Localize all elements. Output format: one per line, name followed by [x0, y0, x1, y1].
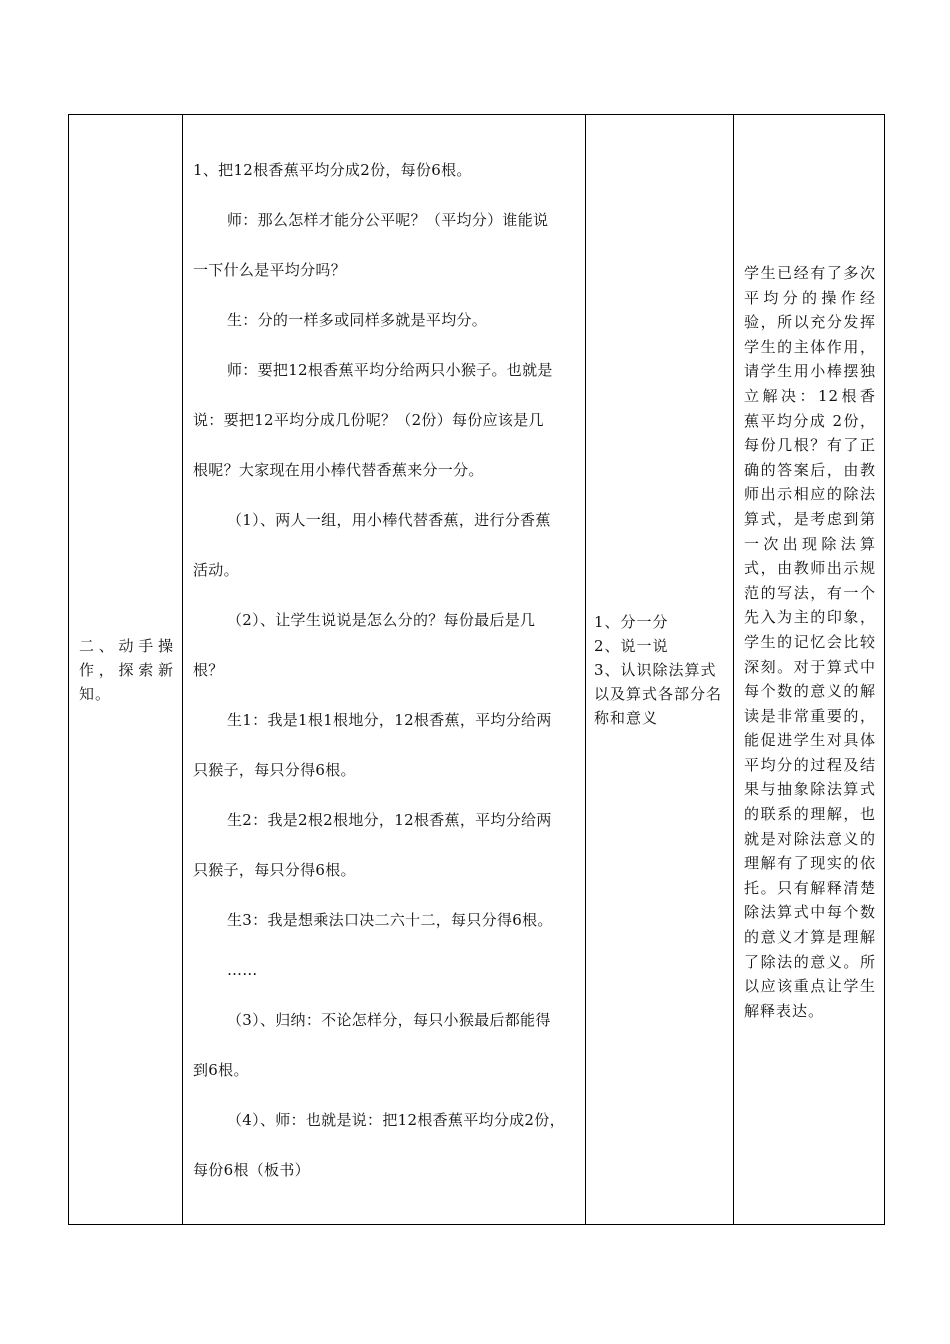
process-line: （2）、让学生说说是怎么分的？每份最后是几	[227, 611, 536, 629]
process-line: 师：那么怎样才能分公平呢？（平均分）谁能说	[227, 211, 549, 229]
process-line: 生1：我是1根1根地分，12根香蕉，平均分给两	[227, 711, 552, 729]
process-line: （4）、师：也就是说：把12根香蕉平均分成2份，	[227, 1111, 565, 1129]
process-line: （1）、两人一组，用小棒代替香蕉，进行分香蕉	[227, 511, 551, 529]
table-row	[69, 115, 885, 1225]
process-lines	[193, 145, 577, 1195]
process-line: 1、把12根香蕉平均分成2份，每份6根。	[193, 161, 472, 179]
process-line: ……	[227, 961, 258, 979]
activity-item: 3、认识除法算式以及算式各部分名称和意义	[594, 660, 723, 727]
process-line: 说：要把12平均分成几份呢？（2份）每份应该是几	[193, 411, 544, 429]
activity-cell	[586, 115, 734, 1225]
stage-text: 二、动手操作，探索新知。	[79, 636, 174, 703]
process-line: 活动。	[193, 561, 239, 579]
process-line: 根？	[193, 661, 224, 679]
process-line: 师：要把12根香蕉平均分给两只小猴子。也就是	[227, 361, 553, 379]
process-line: 一下什么是平均分吗？	[193, 261, 347, 279]
process-line: 只猴子，每只分得6根。	[193, 761, 356, 779]
process-cell	[183, 115, 586, 1225]
activity-item: 1、分一分	[594, 612, 669, 631]
intent-cell	[734, 115, 885, 1225]
process-line: （3）、归纳：不论怎样分，每只小猴最后都能得	[227, 1011, 551, 1029]
process-line: 每份6根（板书）	[193, 1161, 310, 1179]
process-line: 生：分的一样多或同样多就是平均分。	[227, 311, 488, 329]
lesson-plan-table	[68, 114, 885, 1225]
process-line: 只猴子，每只分得6根。	[193, 861, 356, 879]
process-line: 生2：我是2根2根地分，12根香蕉，平均分给两	[227, 811, 552, 829]
stage-cell	[69, 115, 183, 1225]
process-line: 根呢？大家现在用小棒代替香蕉来分一分。	[193, 461, 484, 479]
process-line: 生3：我是想乘法口决二六十二，每只分得6根。	[227, 911, 553, 929]
intent-text: 学生已经有了多次平均分的操作经验，所以充分发挥学生的主体作用，请学生用小棒摆独立解决：12根香蕉平均分成 2份，每份几根？有了正确的答案后，由教师出示相应的除法算式，是考虑到第一次出现除法算式，由教师出示规范的写法，有一个先入为主的印象，学生的记忆会比较深刻。对于算式中每个数的意义的解读是非常重要的，能促进学生对具体平均分的过程及结果与抽象除法算式的联系的理解，也就是对除法意义的理解有了现实的依托。只有解释清楚除法算式中每个数的意义才算是理解了除法的意义。所以应该重点让学生解释表达。	[744, 264, 876, 1020]
process-line: 到6根。	[193, 1061, 249, 1079]
activity-item: 2、说一说	[594, 636, 669, 655]
